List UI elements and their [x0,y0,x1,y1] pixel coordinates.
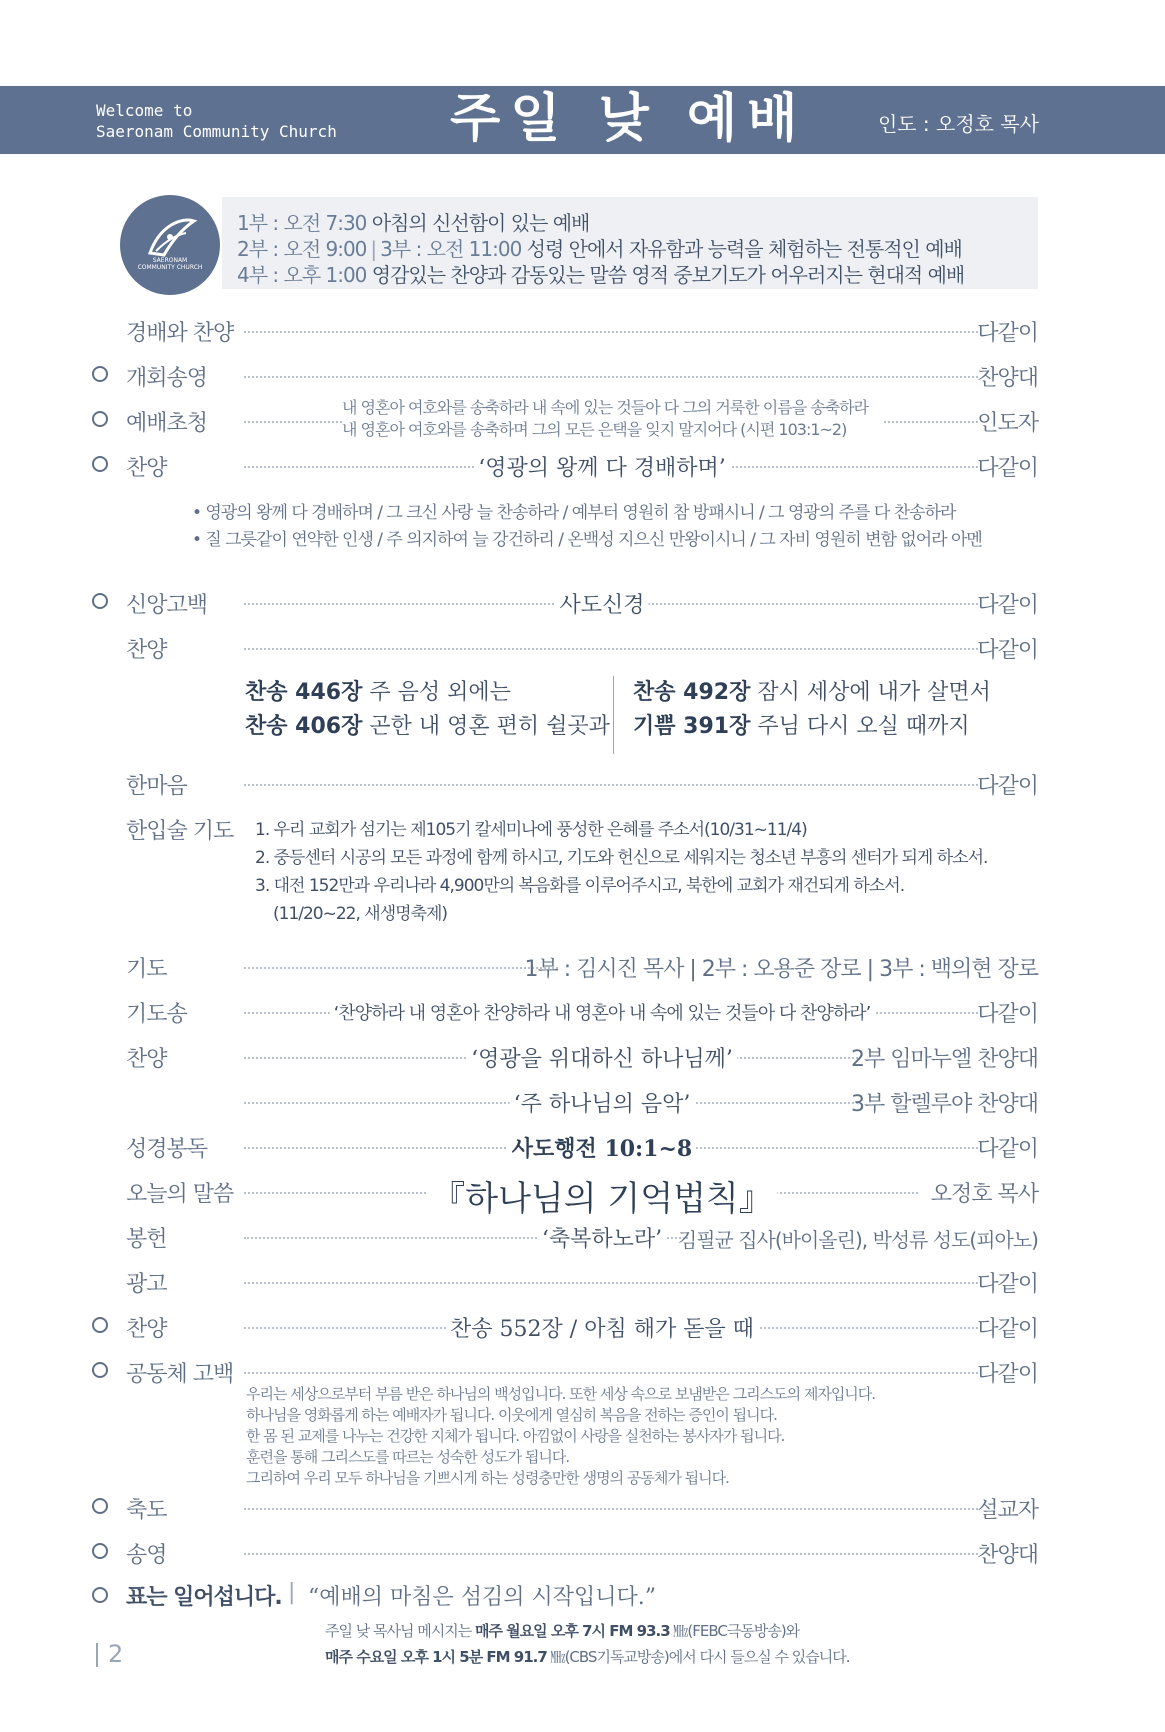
order-right: 다같이 [977,1362,1038,1387]
confession-line: 우리는 세상으로부터 부름 받은 하나님의 백성입니다. 또한 세상 속으로 보냄받은 그리스도의 제자입니다. [246,1385,876,1403]
order-right: 찬양대 [977,366,1038,391]
hymn-title: 주님 다시 오실 때까지 [757,714,970,739]
stand-circle-icon [92,456,108,472]
order-label: 광고 [126,1272,167,1297]
service-time-separator: | [370,237,377,261]
order-opening [92,361,1038,391]
closing-separator: | [288,1580,296,1605]
stand-circle-icon [92,366,108,382]
hymn-list [245,676,1005,754]
order-sermon [92,1177,1038,1219]
worship-leader: 인도 : 오정호 목사 [877,112,1039,136]
order-center: ‘축복하노라’ [538,1222,666,1253]
hymn-column-left [245,676,610,744]
leader-dots [244,1553,978,1555]
order-center: ‘영광을 위대하신 하나님께’ [467,1042,737,1073]
order-praise1 [92,451,1038,481]
confession-line: 그리하여 우리 모두 하나님을 기쁘시게 하는 성령충만한 생명의 공동체가 됩니다. [246,1469,729,1487]
hymn-column-right [633,676,991,744]
leader-dots [244,376,978,378]
order-right: 다같이 [977,1137,1038,1162]
order-right: 다같이 [977,774,1038,799]
stand-note: 표는 일어섭니다. [126,1585,282,1610]
order-right: 찬양대 [977,1543,1038,1568]
prayer-item: 3. 대전 152만과 우리나라 4,900만의 복음화를 이루어주시고, 북한에 교회가 재건되게 하소서. [255,876,905,896]
order-right: 김필균 집사(바이올린), 박성류 성도(피아노) [677,1228,1038,1252]
order-prayersong [92,997,1038,1027]
order-right: 다같이 [977,638,1038,663]
order-praise3 [92,1042,1038,1072]
service-time-label: 4부 : 오후 1:00 [237,263,367,287]
order-label: 기도 [126,957,167,982]
welcome-text [96,100,337,142]
order-center: ‘영광의 왕께 다 경배하며’ [474,451,730,482]
broadcast-time: 매주 월요일 오후 7시 FM 93.3 [474,1622,670,1640]
lyric-line: • 영광의 왕께 다 경배하며 / 그 크신 사랑 늘 찬송하라 / 예부터 영원히 참 방패시니 / 그 영광의 주를 다 찬송하라 [192,503,956,523]
order-label: 신앙고백 [126,593,208,618]
stand-circle-icon [92,1362,108,1378]
order-scripture [92,1132,1038,1162]
order-label: 찬양 [126,1317,167,1342]
order-center: 사도신경 [555,588,648,619]
service-time-3 [237,259,964,288]
page-number-text: 2 [108,1640,124,1668]
order-center: 찬송 552장 / 아침 해가 돋을 때 [446,1312,758,1343]
stand-circle-icon [92,1543,108,1559]
service-time-label: 3부 : 오전 11:00 [380,237,522,261]
hymn-title: 곤한 내 영혼 편히 쉴곳과 [369,714,610,739]
order-right: 1부 : 김시진 목사 | 2부 : 오용준 장로 | 3부 : 백의현 장로 [524,957,1038,982]
confession-text [246,1384,875,1489]
order-label: 찬양 [126,638,167,663]
prayer-item: 1. 우리 교회가 섬기는 제105기 칼세미나에 풍성한 은혜를 주소서(10/31~11/4) [255,820,807,840]
hymn-divider [613,676,614,754]
welcome-line1: Welcome to [96,101,193,120]
order-confession [92,1357,1038,1387]
closing-quote: “예배의 마침은 섬김의 시작입니다.” [308,1585,656,1610]
broadcast-text: 주일 낮 목사님 메시지는 [325,1622,475,1640]
leader-dots [244,1282,978,1284]
leader-dots [244,1508,978,1510]
order-center: ‘주 하나님의 음악’ [510,1087,695,1118]
order-center: 사도행전 10:1~8 [508,1132,696,1163]
order-praise4 [92,1312,1038,1342]
logo-text [120,257,220,271]
confession-line: 한 몸 된 교제를 나누는 건강한 지체가 됩니다. 아낌없이 사랑을 실천하는 봉사자가 됩니다. [246,1427,785,1445]
logo-text-line2: COMMUNITY CHURCH [137,264,203,271]
order-recessional [92,1538,1038,1568]
header-bar [0,86,1165,154]
service-time-2 [237,233,962,262]
order-praise3b [92,1087,1038,1117]
hymn-item [245,710,610,744]
hymn-item [633,710,991,744]
stand-circle-icon [92,1498,108,1514]
leader-dots [244,648,978,650]
broadcast-line [325,1618,849,1644]
order-benediction [92,1493,1038,1523]
order-label: 기도송 [126,1002,187,1027]
order-label: 한입술 기도 [126,819,234,844]
stand-circle-icon [92,411,108,427]
call-to-worship-text [342,397,882,441]
order-label: 성경봉독 [126,1137,208,1162]
order-right: 다같이 [977,321,1038,346]
page-number [96,1640,123,1668]
sermon-title: 『하나님의 기억법칙』 [427,1171,777,1220]
church-logo [120,195,220,295]
hymn-item [633,676,991,710]
call-line: 내 영혼아 여호와를 송축하며 그의 모든 은택을 잊지 말지어다 (시편 103:1~2) [342,420,847,439]
order-label: 찬양 [126,456,167,481]
confession-line: 훈련을 통해 그리스도를 따르는 성숙한 성도가 됩니다. [246,1448,570,1466]
page-title: 주일 낮 예배 [450,89,808,149]
service-time-1 [237,207,589,236]
dove-logo-icon [120,195,220,295]
order-label: 축도 [126,1498,167,1523]
service-time-desc: 영감있는 찬양과 감동있는 말씀 영적 중보기도가 어우러지는 현대적 예배 [371,263,965,287]
order-right: 인도자 [977,411,1038,436]
order-worship [92,316,1038,346]
confession-line: 하나님을 영화롭게 하는 예배자가 됩니다. 이웃에게 열심히 복음을 전하는 증인이 됩니다. [246,1406,777,1424]
lyric-line: • 질 그릇같이 연약한 인생 / 주 의지하여 늘 강건하리 / 온백성 지으신 만왕이시니 / 그 자비 영원히 변함 없어라 아멘 [192,530,982,550]
order-label: 봉헌 [126,1227,167,1252]
hymn-title: 주 음성 외에는 [369,680,511,705]
order-center: ‘찬양하라 내 영혼아 찬양하라 내 영혼아 내 속에 있는 것들아 다 찬양하라’ [330,999,875,1025]
order-label: 오늘의 말씀 [126,1182,234,1207]
hymn-number: 기쁨 391장 [633,714,751,739]
stand-circle-icon [92,593,108,609]
logo-text-line1: SAERONAM [152,257,188,264]
praise-lyrics [192,500,982,554]
order-announce [92,1267,1038,1297]
service-time-label: 2부 : 오전 9:00 [237,237,367,261]
call-line: 내 영혼아 여호와를 송축하라 내 속에 있는 것들아 다 그의 거룩한 이름을 송축하라 [342,398,869,417]
broadcast-text: ㎒(CBS기독교방송)에서 다시 들으실 수 있습니다. [546,1648,850,1666]
order-right: 설교자 [977,1498,1038,1523]
order-label: 송영 [126,1543,167,1568]
welcome-line2: Saeronam Community Church [96,122,337,141]
order-creed [92,588,1038,618]
hymn-number: 찬송 492장 [633,680,751,705]
leader-dots [244,1372,978,1374]
service-time-label: 1부 : 오전 7:30 [237,211,367,235]
service-time-desc: 아침의 신선함이 있는 예배 [371,211,590,235]
hymn-item [245,676,610,710]
order-label: 개회송영 [126,366,208,391]
order-onemind [92,769,1038,799]
order-label: 한마음 [126,774,187,799]
order-label: 찬양 [126,1047,167,1072]
leader-dots [244,331,978,333]
order-right: 다같이 [977,1317,1038,1342]
order-right: 3부 할렐루야 찬양대 [851,1092,1038,1117]
prayer-items [255,816,987,928]
order-prayer [92,952,1038,982]
order-right: 다같이 [977,456,1038,481]
order-label: 경배와 찬양 [126,321,234,346]
prayer-item: 2. 중등센터 시공의 모든 과정에 함께 하시고, 기도와 헌신으로 세워지는 청소년 부흥의 센터가 되게 하소서. [255,848,988,868]
order-label: 공동체 고백 [126,1362,234,1387]
order-right: 오정호 목사 [930,1182,1038,1207]
service-times [222,197,1038,289]
order-right: 다같이 [977,593,1038,618]
order-right: 다같이 [977,1272,1038,1297]
broadcast-info [325,1618,849,1670]
hymn-number: 찬송 406장 [245,714,363,739]
broadcast-line [325,1644,849,1670]
broadcast-text: ㎒(FEBC극동방송)와 [669,1622,800,1640]
broadcast-time: 매주 수요일 오후 1시 5분 FM 91.7 [325,1648,547,1666]
leader-dots [244,967,558,969]
stand-circle-icon [92,1587,108,1603]
order-offering [92,1222,1038,1252]
hymn-number: 찬송 446장 [245,680,363,705]
leader-dots [244,784,978,786]
order-right: 2부 임마누엘 찬양대 [851,1047,1038,1072]
stand-circle-icon [92,1317,108,1333]
order-praise2 [92,633,1038,663]
service-time-desc: 성령 안에서 자유함과 능력을 체험하는 전통적인 예배 [526,237,962,261]
prayer-item: (11/20~22, 새생명축제) [273,904,448,924]
order-right: 다같이 [977,1002,1038,1027]
closing-line [92,1580,1038,1614]
order-label: 예배초청 [126,411,208,436]
page-number-bar [96,1643,98,1667]
hymn-title: 잠시 세상에 내가 살면서 [757,680,991,705]
